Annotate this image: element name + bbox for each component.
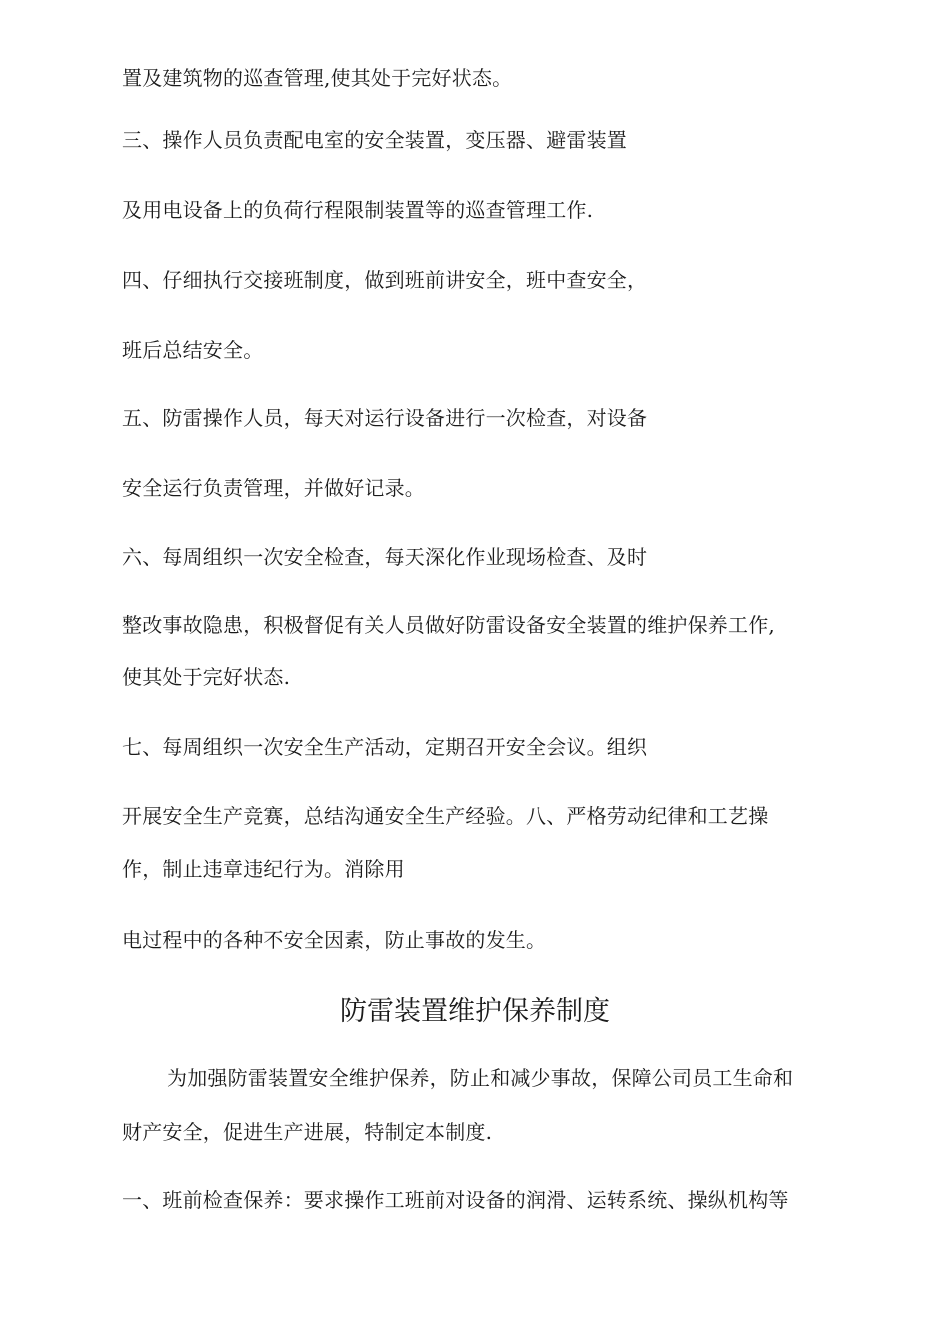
text-line: 安全运行负责管理，并做好记录。 [122, 476, 425, 500]
text-line: 及用电设备上的负荷行程限制装置等的巡查管理工作. [122, 198, 594, 222]
text-line: 五、防雷操作人员，每天对运行设备进行一次检查，对设备 [122, 406, 648, 430]
text-line: 使其处于完好状态. [122, 665, 291, 689]
text-line: 作，制止违章违纪行为。消除用 [122, 857, 405, 881]
intro-line: 为加强防雷装置安全维护保养，防止和减少事故，保障公司员工生命和 [167, 1066, 794, 1090]
text-line: 七、每周组织一次安全生产活动，定期召开安全会议。组织 [122, 735, 648, 759]
intro-line: 财产安全，促进生产进展，特制定本制度. [122, 1120, 493, 1144]
section-title: 防雷装置维护保养制度 [340, 996, 610, 1027]
text-line: 班后总结安全。 [122, 338, 264, 362]
text-line: 置及建筑物的巡查管理,使其处于完好状态。 [122, 66, 513, 90]
text-line: 四、仔细执行交接班制度，做到班前讲安全，班中查安全， [122, 268, 648, 292]
text-line: 整改事故隐患，积极督促有关人员做好防雷设备安全装置的维护保养工作, [122, 613, 775, 637]
text-line: 开展安全生产竞赛，总结沟通安全生产经验。八、严格劳动纪律和工艺操 [122, 804, 769, 828]
text-line: 三、操作人员负责配电室的安全装置，变压器、避雷装置 [122, 128, 627, 152]
text-line: 电过程中的各种不安全因素，防止事故的发生。 [122, 928, 547, 952]
item-line: 一、班前检查保养：要求操作工班前对设备的润滑、运转系统、操纵机构等 [122, 1188, 789, 1212]
text-line: 六、每周组织一次安全检查，每天深化作业现场检查、及时 [122, 545, 648, 569]
